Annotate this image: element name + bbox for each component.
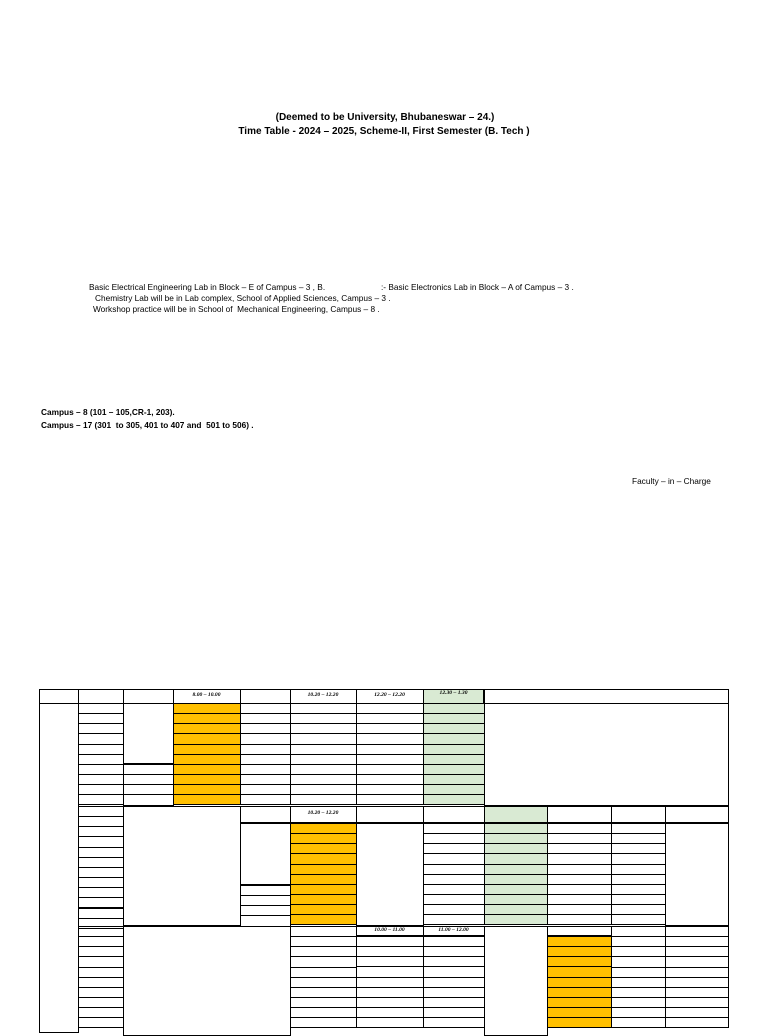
slot-header-cell: [356, 806, 424, 823]
slot-row: [423, 1017, 485, 1028]
time-slot-header: 12.20 – 12.20: [374, 692, 405, 698]
slot-header-cell: [240, 806, 291, 823]
slot-cell: [665, 823, 729, 926]
electrical-lab-note: Basic Electrical Engineering Lab in Block – E of Campus – 3 , B.: [89, 282, 326, 292]
university-subtitle: (Deemed to be University, Bhubaneswar – 24.): [275, 112, 495, 123]
lab-slot: [173, 794, 241, 805]
header-divider: [123, 689, 124, 704]
slot-header-cell: [423, 806, 485, 823]
slot-row: [423, 914, 485, 925]
break-header-cell: [484, 806, 548, 823]
lab-slot: [290, 914, 357, 925]
header-divider: [78, 689, 79, 704]
electronics-lab-note: :- Basic Electronics Lab in Block – A of Campus – 3 .: [381, 282, 574, 292]
slot-cell: [356, 823, 424, 926]
slot-header-cell: [547, 806, 612, 823]
slot-row: [547, 914, 612, 925]
break-slot: [484, 914, 548, 925]
batch-cell: [123, 703, 174, 764]
batch-cell: [123, 926, 291, 1036]
time-slot-header: 12.30 – 1.30: [439, 690, 468, 696]
slot-row: [665, 1017, 729, 1028]
slot-row: [290, 794, 357, 805]
chemistry-lab-note: Chemistry Lab will be in Lab complex, School of Applied Sciences, Campus – 3 .: [95, 293, 391, 303]
batch-cell: [123, 806, 241, 926]
timetable-title: Time Table - 2024 – 2025, Scheme-II, First Semester (B. Tech ): [238, 126, 530, 137]
workshop-note: Workshop practice will be in School of Mechanical Engineering, Campus – 8 .: [93, 304, 380, 314]
header-divider: [240, 689, 241, 704]
campus-8-note: Campus – 8 (101 – 105,CR-1, 203).: [41, 407, 175, 417]
time-slot-header: 8.00 – 10.00: [192, 692, 221, 698]
time-slot-header: 10.20 – 12.20: [307, 692, 339, 698]
slot-row: [356, 794, 424, 805]
slot-row: [547, 926, 612, 936]
blank-block: [484, 703, 729, 806]
time-slot-header: 10.20 – 12.20: [307, 810, 339, 816]
slot-row: [356, 1017, 424, 1028]
slot-row: [611, 914, 666, 925]
time-slot-header: 11.00 – 12.00: [438, 927, 469, 933]
slot-cell: [484, 926, 548, 1036]
day-column: [39, 703, 79, 1033]
batch-cell: [240, 823, 291, 885]
lab-slot: [547, 1017, 612, 1028]
time-slot-header: 10.00 – 11.00: [374, 927, 405, 933]
slot-row: [611, 1017, 666, 1028]
campus-17-note: Campus – 17 (301 to 305, 401 to 407 and 501 to 506) .: [41, 420, 254, 430]
header-divider: [484, 689, 485, 704]
faculty-in-charge: Faculty – in – Charge: [632, 476, 711, 486]
slot-row: [290, 1017, 357, 1028]
batch-row: [240, 915, 291, 926]
section-row: [78, 1017, 124, 1028]
slot-header-cell: [611, 806, 666, 823]
slot-row: [240, 794, 291, 805]
break-slot: [423, 794, 485, 805]
section-row: [78, 794, 124, 805]
batch-row: [123, 794, 174, 805]
slot-header-cell: [665, 806, 729, 823]
